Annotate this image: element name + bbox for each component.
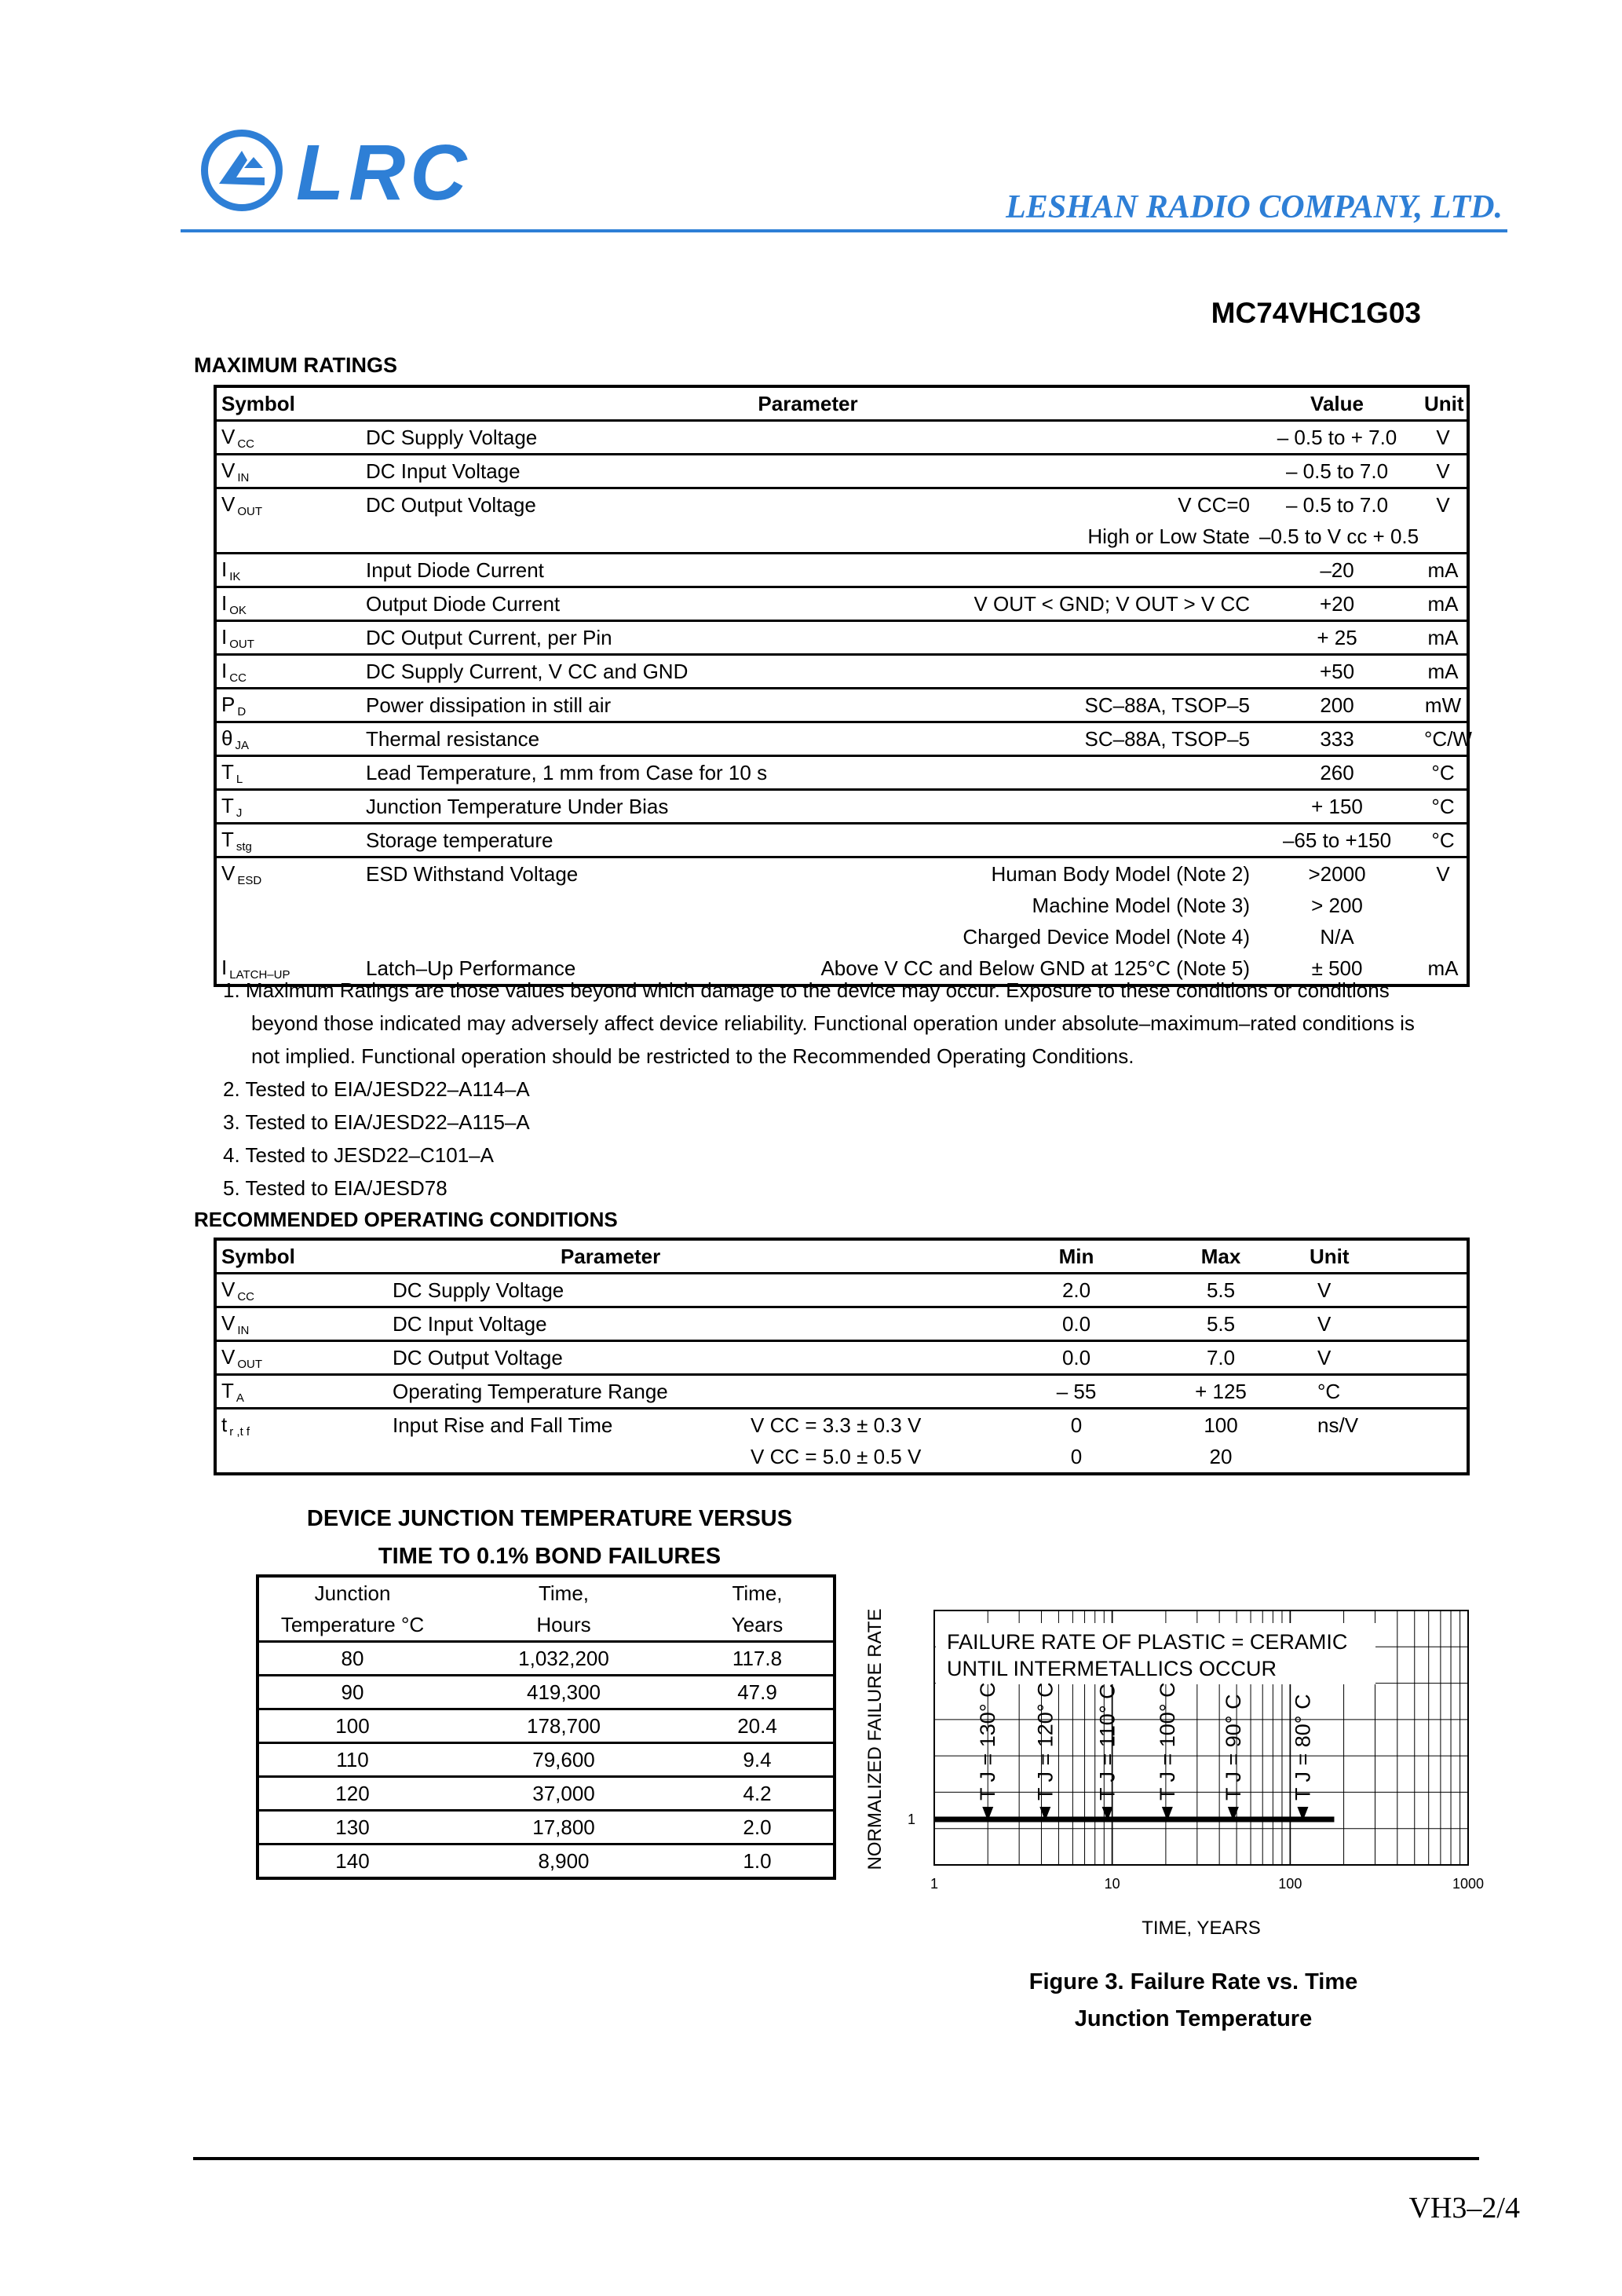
symbol-subscript: OK [229,603,247,617]
symbol-cell [215,921,361,952]
table-cell: 17,800 [446,1811,681,1844]
table-row [215,554,1468,587]
condition-cell [746,1274,1005,1307]
col-header-years: Years [681,1609,835,1642]
unit-cell: °C/W [1419,722,1468,756]
unit-cell: mA [1419,621,1468,655]
notes [223,974,1487,1205]
unit-cell [1419,921,1468,952]
parameter-cell [388,1441,746,1474]
symbol: T [221,759,234,784]
min-cell: – 55 [1005,1375,1148,1409]
condition-cell: V CC = 5.0 ± 0.5 V [751,1444,922,1468]
parameter-cell: Input Diode Current [361,554,730,587]
company-name: LESHAN RADIO COMPANY, LTD. [1006,189,1503,225]
condition-cell [746,1341,1005,1375]
condition-cell [730,421,1255,455]
unit-cell: V [1294,1341,1468,1375]
symbol-cell [215,1274,388,1307]
symbol: I [221,624,228,649]
symbol-cell [215,554,361,587]
note-2: 2. Tested to EIA/JESD22–A114–A [223,1077,530,1101]
y-axis-label: NORMALIZED FAILURE RATE [864,1608,886,1870]
condition-cell: V CC = 3.3 ± 0.3 V [751,1413,922,1437]
table-row [215,857,1468,890]
condition-cell [730,455,1255,488]
condition-cell: SC–88A, TSOP–5 [730,722,1255,756]
table-row [258,1844,835,1879]
symbol-subscript: L [236,772,243,786]
unit-cell: °C [1419,824,1468,857]
parameter-cell: Input Rise and Fall Time [393,1413,613,1437]
parameter-cell: Junction Temperature Under Bias [361,790,730,824]
symbol-cell [215,421,361,455]
symbol-cell [215,890,361,921]
unit-cell: mA [1427,956,1459,980]
col-header-value: Value [1255,386,1419,421]
table-cell: 1.0 [743,1848,772,1873]
symbol: P [221,692,236,716]
table-header-row [258,1609,835,1642]
symbol: V [221,1344,236,1369]
parameter-cell: ESD Withstand Voltage [366,861,579,886]
value-cell: –20 [1255,554,1419,587]
symbol-subscript: D [237,704,247,718]
table-cell: 80 [258,1642,446,1676]
footer-rule [193,2157,1479,2160]
chart-annotation-line1: FAILURE RATE OF PLASTIC = CERAMIC [947,1630,1348,1654]
parameter-cell: DC Supply Voltage [361,421,730,455]
unit-cell [1419,890,1468,921]
symbol-cell [215,790,361,824]
max-cell: 5.5 [1148,1307,1294,1341]
min-cell: 2.0 [1005,1274,1148,1307]
symbol-subscript: OUT [237,1357,263,1371]
value-cell: >2000 [1308,861,1366,886]
bond-failure-table [256,1574,836,1880]
y-tick-label: 1 [907,1812,915,1827]
unit-cell: mA [1419,587,1468,621]
parameter-cell: DC Input Voltage [388,1307,746,1341]
table-cell: 1,032,200 [446,1642,681,1676]
condition-cell [730,621,1255,655]
table-row [215,1341,1468,1375]
symbol-cell [215,587,361,621]
x-tick-label: 10 [1104,1876,1120,1892]
dj-title-line2: TIME TO 0.1% BOND FAILURES [378,1544,721,1569]
table-cell: 117.8 [681,1642,835,1676]
symbol: V [221,1311,236,1335]
unit-cell: mA [1419,655,1468,689]
unit-cell: V [1419,455,1468,488]
symbol: I [221,955,228,979]
symbol-cell [215,857,361,890]
parameter-cell: Lead Temperature, 1 mm from Case for 10 s [361,756,730,790]
note-1: 1. Maximum Ratings are those values beyond which damage to the device may occur. Exposure to these conditions or conditions [223,978,1390,1002]
unit-cell: V [1294,1307,1468,1341]
parameter-cell: DC Supply Voltage [388,1274,746,1307]
table-header-row [258,1576,835,1609]
condition-cell: High or Low State [730,521,1255,554]
min-cell: 0 [1070,1444,1083,1468]
parameter-cell: DC Supply Current, V CC and GND [361,655,730,689]
max-cell: + 125 [1148,1375,1294,1409]
parameter-cell: DC Output Voltage [388,1341,746,1375]
symbol: I [221,557,228,581]
max-cell: 5.5 [1148,1274,1294,1307]
symbol-cell [215,824,361,857]
unit-cell: mA [1419,554,1468,587]
condition-cell [730,655,1255,689]
unit-cell: °C [1419,756,1468,790]
condition-cell [746,1375,1005,1409]
symbol-cell [215,1441,388,1474]
symbol-subscript: stg [236,839,252,854]
col-header-unit: Unit [1419,386,1468,421]
symbol-cell [215,722,361,756]
parameter-cell [361,921,730,952]
table-row [258,1777,835,1811]
rec-op-title: RECOMMENDED OPERATING CONDITIONS [194,1208,618,1231]
value-cell: ± 500 [1311,956,1363,980]
condition-cell: V OUT < GND; V OUT > V CC [730,587,1255,621]
value-cell: 260 [1255,756,1419,790]
rec-op-table [214,1238,1470,1475]
symbol-subscript: ESD [237,873,262,887]
symbol: I [221,658,228,682]
condition-cell [746,1307,1005,1341]
table-row [215,587,1468,621]
table-row [215,1441,1468,1474]
condition-cell [730,554,1255,587]
value-cell: – 0.5 to 7.0 [1285,492,1389,517]
parameter-cell: DC Output Voltage [366,492,536,517]
value-cell: +20 [1255,587,1419,621]
symbol: T [221,793,234,817]
note-5: 5. Tested to EIA/JESD78 [223,1176,448,1200]
table-cell: 2.0 [681,1811,835,1844]
symbol-cell [215,455,361,488]
symbol-subscript: LATCH–UP [229,967,290,982]
unit-cell: V [1436,492,1450,517]
table-row [215,722,1468,756]
series-label-4: T J = 100° C [1155,1682,1179,1801]
symbol: V [221,861,236,885]
table-row [215,621,1468,655]
table-cell: 140 [335,1848,370,1873]
symbol-cell [215,1375,388,1409]
min-cell: 0.0 [1005,1341,1148,1375]
condition-cell [730,756,1255,790]
col-header-junction: Junction [314,1581,391,1605]
col-header-min: Min [1005,1239,1148,1274]
condition-cell: SC–88A, TSOP–5 [730,689,1255,722]
table-row [258,1676,835,1709]
unit-cell [1419,521,1468,554]
col-header-max: Max [1148,1239,1294,1274]
table-row [215,689,1468,722]
symbol-subscript: IK [229,569,241,583]
logo-text: LRC [296,129,472,217]
col-header-parameter: Parameter [388,1239,1005,1274]
table-row [215,488,1468,521]
condition-cell: Human Body Model (Note 2) [991,861,1251,886]
col-header-symbol: Symbol [215,386,361,421]
note-3: 3. Tested to EIA/JESD22–A115–A [223,1110,530,1134]
min-cell: 0.0 [1005,1307,1148,1341]
note-1-cont: beyond those indicated may adversely affect device reliability. Functional operation under absolute–maximum–rated conditions is [251,1011,1415,1035]
header-rule [181,229,1507,232]
parameter-cell [361,890,730,921]
symbol: V [221,458,236,482]
col-header-parameter: Parameter [361,386,1255,421]
symbol: I [221,590,228,615]
col-header-hours: Hours [446,1609,681,1642]
symbol: V [221,492,236,516]
symbol-cell [215,621,361,655]
max-cell: 100 [1204,1413,1238,1437]
unit-cell: V [1436,861,1450,886]
series-label-5: T J = 90° C [1221,1694,1245,1801]
unit-cell [1294,1441,1468,1474]
table-row [258,1642,835,1676]
page-number: VH3–2/4 [1408,2192,1520,2225]
col-header-temperature: Temperature °C [258,1609,446,1642]
note-4: 4. Tested to JESD22–C101–A [223,1143,494,1167]
value-cell: +50 [1255,655,1419,689]
symbol-cell [215,1409,388,1442]
value-cell: N/A [1320,924,1354,949]
symbol: T [221,827,234,851]
value-cell: + 150 [1255,790,1419,824]
parameter-cell: Thermal resistance [361,722,730,756]
parameter-cell [361,521,730,554]
note-1-cont: not implied. Functional operation should be restricted to the Recommended Operating Conditions. [251,1044,1134,1068]
parameter-cell: Output Diode Current [361,587,730,621]
symbol-cell [215,521,361,554]
symbol-subscript: JA [235,738,249,752]
value-cell: > 200 [1311,893,1363,917]
table-row [215,1274,1468,1307]
value-cell: – 0.5 to + 7.0 [1255,421,1419,455]
table-cell: 90 [258,1676,446,1709]
x-axis-label: TIME, YEARS [1142,1918,1261,1939]
symbol-subscript: OUT [237,504,263,518]
symbol: V [221,1277,236,1301]
symbol-subscript: CC [229,671,247,685]
condition-cell: Machine Model (Note 3) [1032,893,1251,917]
symbol-cell [215,1307,388,1341]
symbol-subscript: OUT [229,637,254,651]
unit-cell: mW [1419,689,1468,722]
symbol-cell [215,655,361,689]
symbol: T [221,1378,234,1402]
parameter-cell: Power dissipation in still air [361,689,730,722]
max-cell: 7.0 [1148,1341,1294,1375]
table-row [215,1307,1468,1341]
symbol-subscript: IN [237,470,250,484]
table-cell: 9.4 [681,1743,835,1777]
table-cell: 110 [258,1743,446,1777]
table-row [258,1811,835,1844]
table-cell: 419,300 [446,1676,681,1709]
parameter-cell: Latch–Up Performance [366,956,576,980]
value-cell: –65 to +150 [1255,824,1419,857]
unit-cell: ns/V [1317,1413,1359,1437]
x-tick-label: 100 [1278,1876,1302,1892]
table-row [215,824,1468,857]
condition-cell: V CC=0 [1178,492,1251,517]
value-cell: – 0.5 to 7.0 [1255,455,1419,488]
condition-cell: Charged Device Model (Note 4) [963,924,1251,949]
symbol-subscript: CC [237,1289,255,1303]
figure-caption-line2: Junction Temperature [1074,2006,1313,2031]
unit-cell: °C [1294,1375,1468,1409]
max-cell: 20 [1209,1444,1233,1468]
condition-cell: Above V CC and Below GND at 125°C (Note 5) [820,956,1251,980]
table-row [215,521,1468,554]
unit-cell: V [1294,1274,1468,1307]
parameter-cell: Storage temperature [361,824,730,857]
table-cell: 178,700 [446,1709,681,1743]
part-number: MC74VHC1G03 [1211,297,1421,329]
unit-cell: °C [1419,790,1468,824]
col-header-unit: Unit [1294,1239,1468,1274]
dj-title-line1: DEVICE JUNCTION TEMPERATURE VERSUS [306,1506,793,1531]
symbol-subscript: CC [237,437,255,451]
col-header-time-hours: Time, [538,1581,590,1605]
unit-cell: V [1419,421,1468,455]
table-row [215,1375,1468,1409]
table-row [215,756,1468,790]
symbol: θ [221,726,233,750]
value-cell: 200 [1255,689,1419,722]
symbol: t [221,1412,228,1436]
value-cell: –0.5 to V cc + 0.5 [1255,521,1419,554]
symbol-subscript: r ,t f [229,1424,250,1439]
symbol-cell [215,488,361,521]
figure-caption-line1: Figure 3. Failure Rate vs. Time [1028,1969,1358,1994]
parameter-cell: DC Output Current, per Pin [361,621,730,655]
min-cell: 0 [1070,1413,1083,1437]
table-row [215,890,1468,921]
condition-cell [730,824,1255,857]
series-label-6: T J = 80° C [1291,1694,1315,1801]
value-cell: + 25 [1255,621,1419,655]
table-row [215,421,1468,455]
condition-cell [730,790,1255,824]
table-header-row [215,1239,1468,1274]
table-cell: 47.9 [681,1676,835,1709]
parameter-cell: DC Input Voltage [361,455,730,488]
max-ratings-table [214,385,1470,987]
series-label-2: T J = 120° C [1033,1682,1058,1801]
series-label-3: T J = 110° C [1095,1684,1120,1801]
table-row [215,1409,1468,1442]
table-cell: 37,000 [446,1777,681,1811]
failure-rate-chart [848,1582,1492,1943]
symbol: V [221,424,236,448]
x-tick-label: 1 [930,1876,939,1892]
table-row [215,921,1468,952]
table-row [258,1709,835,1743]
chart-annotation-line2: UNTIL INTERMETALLICS OCCUR [947,1657,1277,1680]
table-cell: 120 [258,1777,446,1811]
table-row [215,455,1468,488]
symbol-cell [215,689,361,722]
table-cell: 79,600 [446,1743,681,1777]
table-cell: 20.4 [681,1709,835,1743]
max-ratings-title: MAXIMUM RATINGS [194,353,397,377]
x-tick-label: 1000 [1452,1876,1485,1892]
col-header-symbol: Symbol [215,1239,388,1274]
value-cell: 333 [1255,722,1419,756]
table-row [215,790,1468,824]
table-row [215,655,1468,689]
table-row [258,1743,835,1777]
symbol-subscript: IN [237,1323,250,1337]
company-logo-icon [201,130,283,211]
table-cell: 4.2 [681,1777,835,1811]
table-cell: 130 [258,1811,446,1844]
parameter-cell: Operating Temperature Range [388,1375,746,1409]
series-label-1: T J = 130° C [976,1682,1000,1801]
symbol-subscript: J [236,806,243,820]
symbol-cell [215,756,361,790]
col-header-time-years: Time, [732,1581,783,1605]
table-header-row [215,386,1468,421]
symbol-subscript: A [236,1391,244,1405]
symbol-cell [215,1341,388,1375]
table-cell: 100 [258,1709,446,1743]
table-cell: 8,900 [538,1848,590,1873]
